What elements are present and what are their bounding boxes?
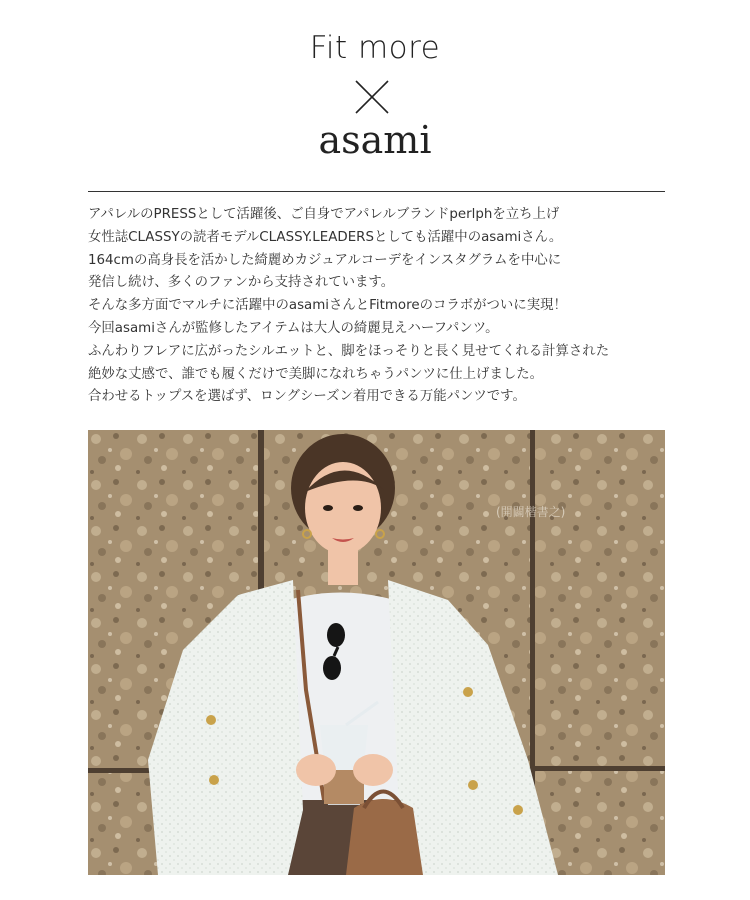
photo-watermark: (開闢楷書之) <box>496 505 566 519</box>
intro-line: 合わせるトップスを選ばず、ロングシーズン着用できる万能パンツです。 <box>88 389 526 405</box>
wall-seam <box>535 766 665 771</box>
brand-title: Fit more <box>309 30 441 66</box>
intro-line: 164cmの高身長を活かした綺麗めカジュアルコーデをインスタグラムを中心に <box>88 252 562 268</box>
intro-line: 絶妙な丈感で、誰でも履くだけで美脚になれちゃうパンツに仕上げました。 <box>88 366 544 382</box>
intro-line: アパレルのPRESSとして活躍後、ご自身でアパレルブランドperlphを立ち上げ <box>88 207 560 222</box>
intro-line: 今回asamiさんが監修したアイテムは大人の綺麗見えハーフパンツ。 <box>88 320 499 336</box>
jacket-button <box>463 687 473 697</box>
hand <box>296 754 336 786</box>
eye <box>353 505 363 511</box>
model-photo <box>88 430 665 875</box>
hand <box>353 754 393 786</box>
collaborator-name: asami <box>318 118 432 162</box>
jacket-button <box>468 780 478 790</box>
intro-line: 発信し続け、多くのファンから支持されています。 <box>88 275 395 291</box>
intro-line: そんな多方面でマルチに活躍中のasamiさんとFitmoreのコラボがついに実現！ <box>88 298 567 314</box>
intro-text <box>88 204 688 409</box>
section-divider <box>88 191 665 192</box>
collaboration-cross-icon <box>355 80 389 114</box>
jacket-button <box>209 775 219 785</box>
eye <box>323 505 333 511</box>
jacket-button <box>513 805 523 815</box>
intro-line: ふんわりフレアに広がったシルエットと、脚をほっそりと長く見せてくれる計算された <box>88 343 610 359</box>
jacket-button <box>206 715 216 725</box>
intro-line: 女性誌CLASSYの読者モデルCLASSY.LEADERSとしても活躍中のasamiさん。 <box>88 229 563 245</box>
